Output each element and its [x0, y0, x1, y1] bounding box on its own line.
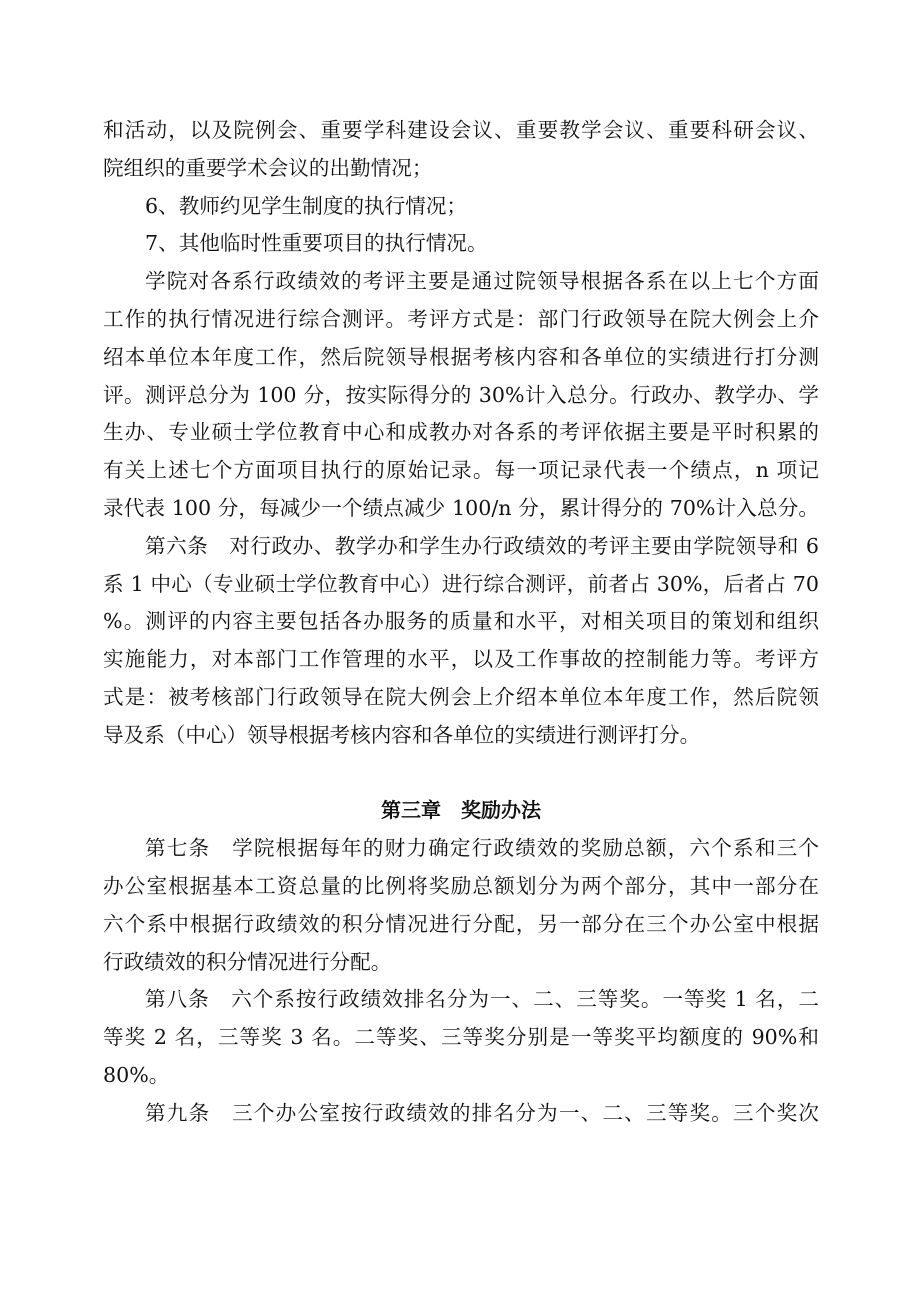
text-line: 录代表 100 分，每减少一个绩点减少 100/n 分，累计得分的 70%计入总分。	[103, 495, 819, 520]
text-line: 评。测评总分为 100 分，按实际得分的 30%计入总分。行政办、教学办、学	[103, 382, 819, 407]
text-line: 行政绩效的积分情况进行分配。	[103, 949, 392, 974]
text-line: 7、其他临时性重要项目的执行情况。	[145, 231, 488, 256]
text-line: 6、教师约见学生制度的执行情况；	[145, 193, 468, 218]
text-line: 和活动，以及院例会、重要学科建设会议、重要教学会议、重要科研会议、	[103, 118, 819, 142]
text-line: 绍本单位本年度工作，然后院领导根据考核内容和各单位的实绩进行打分测	[103, 344, 819, 369]
text-line: 第八条 六个系按行政绩效排名分为一、二、三等奖。一等奖 1 名，二	[145, 987, 819, 1012]
text-line: 导及系（中心）领导根据考核内容和各单位的实绩进行测评打分。	[103, 722, 701, 747]
text-line: 办公室根据基本工资总量的比例将奖励总额划分为两个部分，其中一部分在	[103, 873, 819, 898]
blank-line	[103, 755, 819, 793]
text-line: 工作的执行情况进行综合测评。考评方式是：部门行政领导在院大例会上介	[103, 306, 819, 331]
text-line: 有关上述七个方面项目执行的原始记录。每一项记录代表一个绩点，n 项记	[103, 458, 819, 483]
document-page	[103, 112, 819, 1133]
paragraph-block-2	[103, 830, 819, 1132]
text-line: 第七条 学院根据每年的财力确定行政绩效的奖励总额，六个系和三个	[145, 836, 819, 861]
paragraph-block-1	[103, 112, 819, 755]
text-line: %。测评的内容主要包括各办服务的质量和水平，对相关项目的策划和组织	[103, 609, 819, 634]
text-line: 等奖 2 名，三等奖 3 名。二等奖、三等奖分别是一等奖平均额度的 90%和	[103, 1025, 819, 1050]
text-line: 式是：被考核部门行政领导在院大例会上介绍本单位本年度工作，然后院领	[103, 684, 819, 709]
text-line: 第六条 对行政办、教学办和学生办行政绩效的考评主要由学院领导和 6	[145, 533, 819, 558]
text-line: 生办、专业硕士学位教育中心和成教办对各系的考评依据主要是平时积累的	[103, 420, 819, 445]
chapter-heading: 第三章 奖励办法	[381, 798, 541, 823]
text-line: 六个系中根据行政绩效的积分情况进行分配，另一部分在三个办公室中根据	[103, 911, 819, 936]
text-line: 系 1 中心（专业硕士学位教育中心）进行综合测评，前者占 30%，后者占 70	[103, 571, 819, 596]
text-line: 院组织的重要学术会议的出勤情况；	[103, 155, 433, 180]
text-line: 学院对各系行政绩效的考评主要是通过院领导根据各系在以上七个方面	[145, 269, 819, 294]
text-line: 实施能力，对本部门工作管理的水平，以及工作事故的控制能力等。考评方	[103, 647, 819, 672]
text-line: 第九条 三个办公室按行政绩效的排名分为一、二、三等奖。三个奖次	[145, 1100, 819, 1125]
text-line: 80%。	[103, 1062, 170, 1087]
